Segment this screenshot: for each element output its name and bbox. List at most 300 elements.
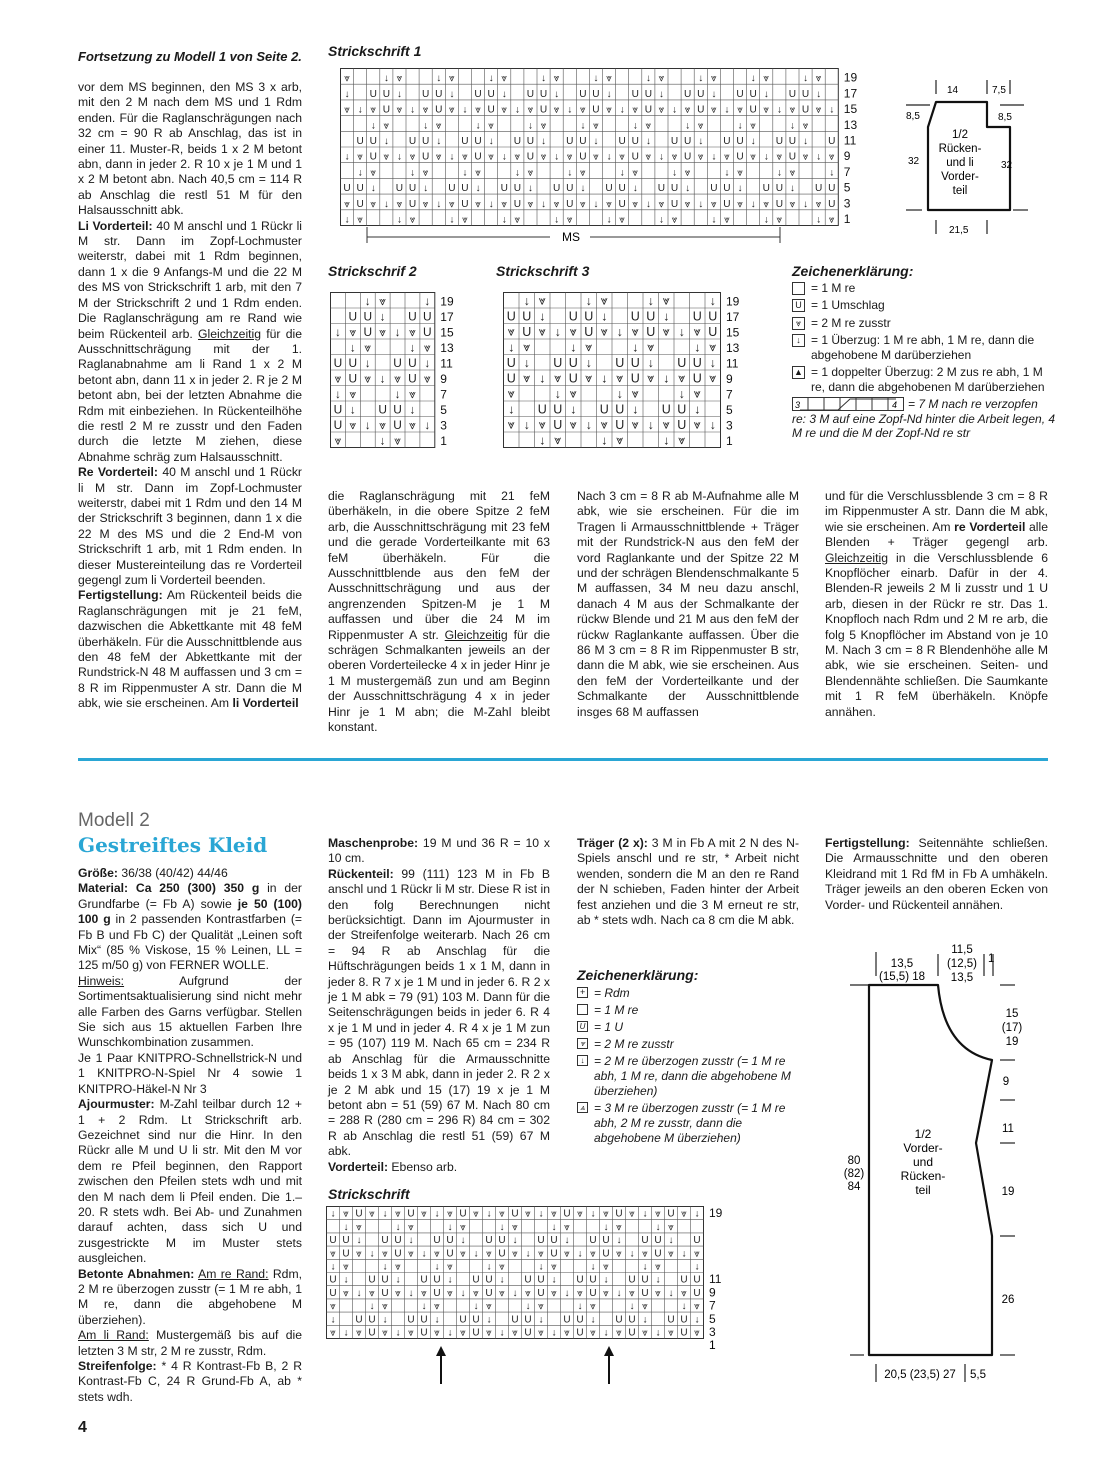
chart-cell: ↓ [475, 183, 481, 195]
chart-cell: ↓ [508, 340, 515, 355]
chart-cell: ↓ [554, 325, 561, 339]
chart-cell: ⩔ [737, 198, 743, 210]
chart-cell: ↓ [645, 198, 651, 210]
chart-cell: U [382, 88, 390, 100]
chart-cell: ↓ [616, 325, 623, 339]
chart-cell: U [446, 1248, 454, 1260]
chart-cell: ↓ [663, 371, 670, 386]
chart-cell: ↓ [436, 198, 442, 210]
chart-cell: ⩔ [619, 151, 626, 163]
chart-cell: U [474, 88, 482, 100]
chart-cell: ⩔ [448, 198, 455, 210]
chart-cell: ↓ [370, 183, 376, 195]
chart-cell: ↓ [816, 214, 822, 226]
section-divider [78, 758, 1048, 761]
chart-cell: ↓ [396, 214, 402, 226]
chart-cell: ⩔ [421, 1287, 427, 1299]
chart-cell: ⩔ [364, 371, 372, 386]
chart-cell: U [801, 104, 810, 116]
chart-cell: U [749, 104, 757, 116]
chart-cell: ⩔ [616, 371, 624, 386]
chart-cell: U [589, 1287, 597, 1299]
chart-cell: ↓ [512, 1235, 518, 1247]
chart-cell: ↓ [564, 1235, 570, 1247]
chart-cell: U [680, 1274, 688, 1286]
chart-cell: ⩔ [668, 1327, 674, 1339]
chart-cell: ↓ [681, 1248, 687, 1260]
chart-cell: ↓ [538, 1208, 544, 1220]
chart-cell: ↓ [603, 1221, 609, 1233]
chart-cell: ⩔ [356, 1327, 362, 1339]
double-decrease-icon: ▲ [792, 366, 805, 379]
chart-cell: U [815, 183, 823, 195]
chart-cell: ⩔ [357, 151, 364, 163]
chart-cell: ⩔ [395, 1208, 401, 1220]
chart-cell: U [537, 1287, 545, 1299]
chart-cell: ⩔ [434, 1301, 440, 1313]
chart-cell: ↓ [737, 120, 743, 132]
chart-cell: ⩔ [815, 198, 822, 210]
chart-cell: ⩔ [642, 1327, 648, 1339]
chart3-grid [503, 292, 753, 452]
chart-cell: U [485, 1287, 493, 1299]
chart-cell: ⩔ [462, 214, 468, 226]
chart-cell: U [615, 1314, 623, 1326]
chart-cell: ⩔ [668, 1221, 674, 1233]
chart-cell: ⩔ [658, 198, 665, 210]
chart-cell: ⩔ [394, 371, 401, 386]
chart-cell: ⩔ [527, 198, 534, 210]
schem1-height-right: 32 [1001, 160, 1013, 171]
chart-cell: U [342, 1248, 350, 1260]
chart-cell: U [602, 1235, 610, 1247]
chart-cell: U [522, 309, 532, 324]
chart-cell: ↓ [508, 402, 515, 417]
chart-cell: ⩔ [658, 73, 665, 85]
chart-cell: U [684, 88, 692, 100]
chart-cell: ⩔ [334, 371, 342, 386]
chart-cell: ⩔ [737, 167, 743, 179]
chart-cell: ↓ [551, 1221, 557, 1233]
chart-cell: ↓ [616, 387, 623, 401]
chart-cell: ⩔ [684, 198, 691, 210]
chart-cell: ↓ [577, 1248, 583, 1260]
chart-cell: U [433, 1287, 441, 1299]
chart-cell: U [363, 309, 373, 324]
chart-cell: ⩔ [525, 1287, 531, 1299]
chart-cell: ⩔ [475, 104, 481, 116]
legend2-item: ↓ = 2 M re überzogen zusstr (= 1 M re abh, 1 M re, dann die abgehobene M überziehen) [577, 1054, 807, 1099]
chart-cell: ↓ [606, 151, 612, 163]
chart-cell: ⩔ [603, 1287, 609, 1299]
chart-cell: U [459, 1314, 467, 1326]
chart-cell: U [630, 371, 640, 386]
chart-cell: U [408, 356, 417, 370]
chart-cell: ⩔ [538, 1248, 544, 1260]
chart-cell: ↓ [694, 1208, 700, 1220]
column-4-top: und für die Verschlussblende 3 cm = 8 R im Rippenmuster A str. Dann die M abk, wie sie erscheinen. Am re Vorderteil alle Blenden + Träger gegengl arb. Gleichzeitig in die Verschlussblende 6 Knopflöcher einarb. Dafür in der 4. Blenden-R jeweils 2 M li zusstr und 1 U arb, diesen in der Rückr re str. Das 1. Knopfloch nach Rdm und 2 M re arb, die folg 5 Knopflöcher im Abstand von je 10 M. Nach 3 cm = 8 R Blendenhöhe alle M abk, wie sie erscheinen. Seiten- und Blendennähte schließen. Die Saumkante mit 1 R feM überhäkeln. Knöpfe annähen. [825, 489, 1049, 719]
chart-cell: ⩔ [523, 371, 531, 386]
chart-cell: ⩔ [408, 1327, 414, 1339]
chart-cell: ↓ [629, 1301, 635, 1313]
chart-cell: ↓ [616, 1287, 622, 1299]
chart-cell: ↓ [619, 167, 625, 179]
chart-cell: U [348, 309, 358, 324]
svg-text:Vorder-: Vorder- [903, 1141, 943, 1155]
chart-cell: U [680, 1314, 688, 1326]
chart-cell: ↓ [601, 433, 608, 448]
chart-cell: U [566, 136, 574, 147]
chart-cell: ↓ [616, 1235, 622, 1247]
chart-cell: ⩔ [789, 104, 796, 116]
chart-cell: U [333, 402, 343, 417]
chart-cell: ↓ [789, 183, 795, 195]
row-number: 3 [843, 196, 851, 211]
row-number: 9 [726, 372, 733, 386]
chart-cell: ⩔ [658, 104, 665, 116]
chart-cell: U [348, 371, 358, 386]
legend1-item: = 1 M re [792, 281, 1056, 296]
schem1-top-right: 7,5 [992, 85, 1006, 96]
chart-cell: ↓ [632, 402, 639, 417]
chart-cell: ⩔ [379, 294, 387, 308]
chart-cell: ↓ [434, 1314, 440, 1326]
chart-cell: ↓ [523, 418, 530, 432]
chart-cell: U [677, 402, 687, 417]
row-number: 5 [709, 1311, 716, 1326]
chart-cell: U [513, 183, 521, 195]
chart-cell: ↓ [447, 1327, 453, 1339]
chart-cell: ⩔ [681, 1287, 687, 1299]
chart-cell: ↓ [436, 136, 442, 147]
chart-cell: U [393, 356, 402, 370]
chart-cell: ↓ [501, 214, 507, 226]
chart-cell: ↓ [527, 183, 533, 195]
row-number: 11 [440, 356, 453, 371]
chart-cell: U [693, 1235, 701, 1247]
chart-cell: ⩔ [606, 73, 612, 85]
chart-cell: ↓ [711, 151, 717, 163]
chart-cell: U [381, 1235, 389, 1247]
chart-cell: U [657, 183, 666, 195]
chart-cell: ⩔ [647, 371, 655, 386]
chart-cell: ⩔ [460, 1221, 466, 1233]
chart-cell: U [641, 1287, 649, 1299]
chart-cell: U [592, 88, 600, 100]
legend2-item: = 1 M re [577, 1003, 807, 1018]
chart-cell: U [641, 1235, 649, 1247]
chart-cell: ↓ [462, 104, 468, 116]
chart-cell: U [506, 356, 516, 370]
chart-cell: ↓ [499, 1274, 505, 1286]
chart-cell: ⩔ [642, 1301, 648, 1313]
chart-cell: ↓ [603, 1327, 609, 1339]
chart-cell: ⩔ [488, 120, 495, 132]
chart-cell: ⩔ [681, 1208, 687, 1220]
chart-cell: ⩔ [364, 340, 372, 355]
chart-cell: ⩔ [395, 1287, 401, 1299]
schem1-label-4: Vorder- [941, 171, 979, 183]
chart-cell: ⩔ [370, 104, 377, 116]
chart-cell: ⩔ [447, 1261, 453, 1273]
chart-cell: ⩔ [448, 73, 455, 85]
chart-cell: ⩔ [343, 1287, 349, 1299]
chart-cell: ⩔ [655, 1287, 661, 1299]
chart-cell: U [723, 198, 731, 210]
chart-cell: U [618, 198, 626, 210]
page-number: 4 [78, 1419, 87, 1436]
chart-cell: ↓ [750, 73, 756, 85]
svg-text:13,5: 13,5 [950, 972, 974, 984]
chart-cell: U [710, 183, 718, 195]
chart-cell: ↓ [447, 1274, 453, 1286]
chart-cell: U [355, 1314, 363, 1326]
chart-cell: U [487, 88, 495, 100]
chart-cell: ⩔ [330, 1301, 336, 1313]
chart-cell: ↓ [647, 418, 654, 432]
chart-cell: ⩔ [789, 167, 796, 179]
chart-cell: ⩔ [554, 433, 562, 448]
chart-cell: ⩔ [600, 294, 608, 308]
chart-cell: ⩔ [512, 1221, 518, 1233]
chart-cell: ⩔ [631, 418, 639, 432]
chart-cell: ⩔ [710, 73, 717, 85]
chart-cell: ⩔ [697, 120, 704, 132]
chart-cell: U [697, 88, 705, 100]
skpo-icon: ↓ [792, 334, 805, 347]
chart-cell: U [631, 151, 639, 163]
row-number: 5 [843, 180, 851, 195]
chart-cell: ↓ [789, 120, 795, 132]
chart-cell: ⩔ [616, 1221, 622, 1233]
chart-cell: ⩔ [514, 214, 521, 226]
chart2-grid [330, 292, 470, 452]
chart-cell: U [677, 418, 687, 432]
chart-cell: U [788, 88, 797, 100]
chart-cell: ↓ [551, 1274, 557, 1286]
chart-cell: ⩔ [409, 418, 416, 432]
chart-cell: ⩔ [349, 387, 357, 401]
chart-cell: ⩔ [422, 167, 429, 179]
chart-cell: U [723, 136, 731, 147]
chart-cell: U [393, 402, 402, 417]
chart-cell: U [369, 88, 377, 100]
chart-cell: ⩔ [435, 151, 442, 163]
chart-cell: ⩔ [828, 214, 835, 226]
chart-cell: U [550, 1235, 558, 1247]
chart-cell: U [775, 198, 783, 210]
chart-cell: U [584, 325, 594, 339]
chart-cell: ⩔ [631, 325, 639, 339]
svg-text:11,5: 11,5 [951, 944, 973, 956]
chart-cell: ⩔ [585, 340, 593, 355]
chart-cell: ⩔ [569, 325, 577, 339]
chart-cell: ↓ [488, 136, 494, 147]
svg-text:19: 19 [1005, 1036, 1019, 1048]
paragraph-fertigstellung: Fertigstellung: Am Rückenteil beids die Raglanschrägungen mit je 21 feM, dazwischen die Abkettkante mit 48 feM überhäkeln. Für die Ausschnittblende aus den 48 feM der Abkettkante mit der Rundstrick-N 48 M auffassen und 3 cm = 8 R im Rippenmuster A str. Dann die M abk, wie sie erscheinen. Am li Vorderteil [78, 588, 302, 711]
chart-cell: U [654, 1248, 662, 1260]
chart-cell: U [511, 1314, 519, 1326]
chart-cell: U [553, 402, 563, 417]
chart-cell: ↓ [424, 418, 431, 432]
chart-cell: U [630, 356, 640, 370]
chart-cell: ⩔ [356, 1221, 362, 1233]
chart-cell: ⩔ [344, 198, 350, 210]
column-4-bottom: Fertigstellung: Seitennähte schließen. Die Armausschnitte und den oberen Kleidrand mit 1 Rd fM in Fb A umhäkeln. Träger jeweils an den oberen Ecken von Vorder- und Rückenteil annähen. [825, 836, 1048, 912]
chart-cell: ↓ [349, 340, 356, 355]
chart-cell: ⩔ [577, 1287, 583, 1299]
chart-cell: ↓ [685, 183, 691, 195]
chart-cell: ↓ [408, 1235, 414, 1247]
chart-cell: ↓ [486, 1208, 492, 1220]
chart-cell: ⩔ [334, 433, 342, 448]
legend1-title: Zeichenerklärung: [792, 263, 914, 279]
chart-cell: ⩔ [693, 325, 701, 339]
row-number: 7 [726, 387, 733, 402]
chart-cell: U [472, 1327, 480, 1339]
chart-cell: U [670, 183, 679, 195]
chart-cell: U [333, 418, 343, 432]
chart-cell: ↓ [763, 214, 769, 226]
svg-text:(82): (82) [843, 1168, 865, 1180]
legend1-item: ▲ = 1 doppelter Überzug: 2 M zus re abh, 1 M re, dann die abgehobenen M darüberziehen [792, 365, 1056, 394]
chart-cell: U [356, 198, 364, 210]
chart-cell: ⩔ [462, 151, 468, 163]
chart-cell: ⩔ [750, 120, 757, 132]
chart-cell: U [498, 1235, 506, 1247]
chart-cell: ⩔ [616, 1327, 622, 1339]
chart-cell: ↓ [567, 104, 573, 116]
chart-cell: U [487, 104, 495, 116]
chart-cell: ⩔ [815, 73, 822, 85]
chart-cell: U [615, 418, 625, 432]
chart-cell: U [566, 198, 574, 210]
chart-cell: ↓ [606, 88, 612, 100]
chart-cell: ⩔ [514, 151, 521, 163]
chart-cell: U [474, 136, 482, 147]
chart-cell: ↓ [410, 104, 416, 116]
chart-cell: ⩔ [538, 325, 546, 339]
chart-cell: ⩔ [343, 1261, 349, 1273]
chart-cell: ↓ [499, 1221, 505, 1233]
chart-cell: ↓ [829, 167, 835, 179]
svg-text:Rücken-: Rücken- [900, 1169, 946, 1183]
chart-cell: ↓ [525, 1248, 531, 1260]
chart-cell: U [537, 1235, 545, 1247]
chart-cell: ↓ [629, 1248, 635, 1260]
svg-text:80: 80 [847, 1155, 861, 1167]
chart4-title: Strickschrift [328, 1186, 410, 1202]
knit-stitch-icon [577, 1004, 588, 1015]
chart-cell: ↓ [678, 325, 685, 339]
row-number: 19 [726, 294, 740, 309]
chart-cell: ⩔ [590, 1301, 596, 1313]
chart-cell: U [356, 183, 364, 195]
chart-cell: ⩔ [647, 340, 655, 355]
chart-cell: ↓ [501, 151, 507, 163]
chart-cell: ⩔ [423, 340, 431, 355]
chart-cell: U [393, 418, 402, 432]
chart-cell: U [670, 198, 679, 210]
chart-cell: ⩔ [447, 1208, 453, 1220]
column-1-bottom: Größe: 36/38 (40/42) 44/46 Material: Ca 250 (300) 350 g in der Grundfarbe (= Fb A) sowie je 50 (100) 100 g in 2 passenden Kontrastfarben (= Fb B und Fb C) der Qualität „Leinen soft Mix“ (85 % Viskose, 15 % Leinen, LL = 125 m/50 g) von FERNER WOLLE. Hinweis: Aufgrund der Sortimentsaktualisierung sind nicht mehr alle Farben des Garns verfügbar. Stellen Sie sich aus 15 aktuellen Farben Ihre Wunschkombination zusammen. Je 1 Paar KNITPRO-Schnellstrick-N und 1 KNITPRO-N-Spiel Nr 4 sowie 1 KNITPRO-Häkel-N Nr 3 Ajourmuster: M-Zahl teilbar durch 12 + 1 + 2 Rdm. Lt Strickschrift arb. Gezeichnet sind nur die Hinr. In den Rückr alle M und U li str. Mit den M vor dem re Pfeil beginnen, den Rapport zwischen den Pfeilen stets wdh und mit den M nach dem li Pfeil enden. Die 1.–20. R stets wdh. Bei Ab- und Zunahmen darauf achten, dass sich U und zusgestrickte M im Muster stets ausgleichen. Betonte Abnahmen: Am re Rand: Rdm, 2 M re überzogen zusstr (= 1 M re abh, 1 M re, dann die abgehobene M überziehen). Am li Rand: Mustergemäß bis auf die letzten 3 M str, 2 M re zusstr, Rdm. Streifenfolge: * 4 R Kontrast-Fb B, 2 R Kontrast-Fb C, 24 R Grund-Fb A, ab * stets wdh. [78, 866, 303, 1404]
chart-cell: ↓ [642, 1208, 648, 1220]
chart-cell: ⩔ [422, 104, 429, 116]
chart-cell: ↓ [645, 136, 651, 147]
chart-cell: ↓ [593, 136, 599, 147]
chart-cell: U [646, 325, 656, 339]
chart-cell: U [355, 1208, 363, 1220]
chart-cell: ↓ [364, 418, 371, 432]
row-number: 3 [440, 418, 447, 433]
row-number: 13 [726, 341, 740, 355]
chart-cell: ↓ [514, 104, 520, 116]
chart-cell: U [579, 88, 587, 100]
chart-cell: ⩔ [422, 198, 429, 210]
chart-cell: ↓ [668, 1287, 674, 1299]
chart-cell: U [382, 104, 390, 116]
chart-cell: ⩔ [577, 1208, 583, 1220]
chart-cell: ↓ [655, 1274, 661, 1286]
schem1-side-right: 8,5 [998, 112, 1012, 123]
chart-cell: U [472, 1314, 480, 1326]
legend1-item: U = 1 Umschlag [792, 298, 1056, 313]
svg-text:9: 9 [1002, 1076, 1010, 1088]
chart-cell: ↓ [357, 167, 363, 179]
chart-cell: ⩔ [396, 73, 403, 85]
chart-cell: U [506, 309, 516, 324]
schem1-label-1: 1/2 [952, 129, 968, 141]
chart-cell: ⩔ [379, 418, 387, 432]
chart-cell: ⩔ [632, 198, 639, 210]
chart-cell: ⩔ [434, 1248, 440, 1260]
row-number: 7 [709, 1298, 716, 1313]
svg-text:15: 15 [1005, 1008, 1019, 1020]
chart-cell: ↓ [711, 88, 717, 100]
chart-cell: U [644, 104, 652, 116]
chart-cell: ↓ [580, 120, 586, 132]
chart-cell: ⩔ [447, 1287, 453, 1299]
chart-cell: ↓ [423, 120, 429, 132]
chart-cell: U [576, 1327, 584, 1339]
chart-cell: ↓ [698, 198, 704, 210]
chart-cell: ↓ [564, 1287, 570, 1299]
chart-cell: ↓ [585, 418, 592, 432]
chart-cell: U [333, 356, 343, 370]
chart-cell: ↓ [499, 1327, 505, 1339]
svg-text:(12,5): (12,5) [946, 958, 978, 970]
chart-cell: ↓ [382, 1261, 388, 1273]
chart-cell: ↓ [541, 198, 547, 210]
chart-cell: ⩔ [501, 198, 508, 210]
chart-cell: ↓ [395, 1327, 401, 1339]
chart-cell: U [369, 136, 377, 147]
row-number: 19 [843, 70, 858, 85]
chart-cell: ↓ [424, 294, 431, 308]
chart-cell: U [592, 104, 600, 116]
chart-cell: ↓ [330, 1261, 336, 1273]
chart-cell: ⩔ [553, 104, 560, 116]
chart-cell: U [628, 1327, 636, 1339]
chart-cell: ⩔ [538, 418, 546, 432]
chart-cell: ⩔ [763, 73, 770, 85]
row-number: 1 [726, 434, 733, 448]
chart-cell: ⩔ [564, 1221, 570, 1233]
chart-cell: ⩔ [499, 1287, 505, 1299]
chart-cell: U [539, 88, 548, 100]
chart-cell: ↓ [460, 1235, 466, 1247]
chart-cell: ↓ [580, 183, 586, 195]
